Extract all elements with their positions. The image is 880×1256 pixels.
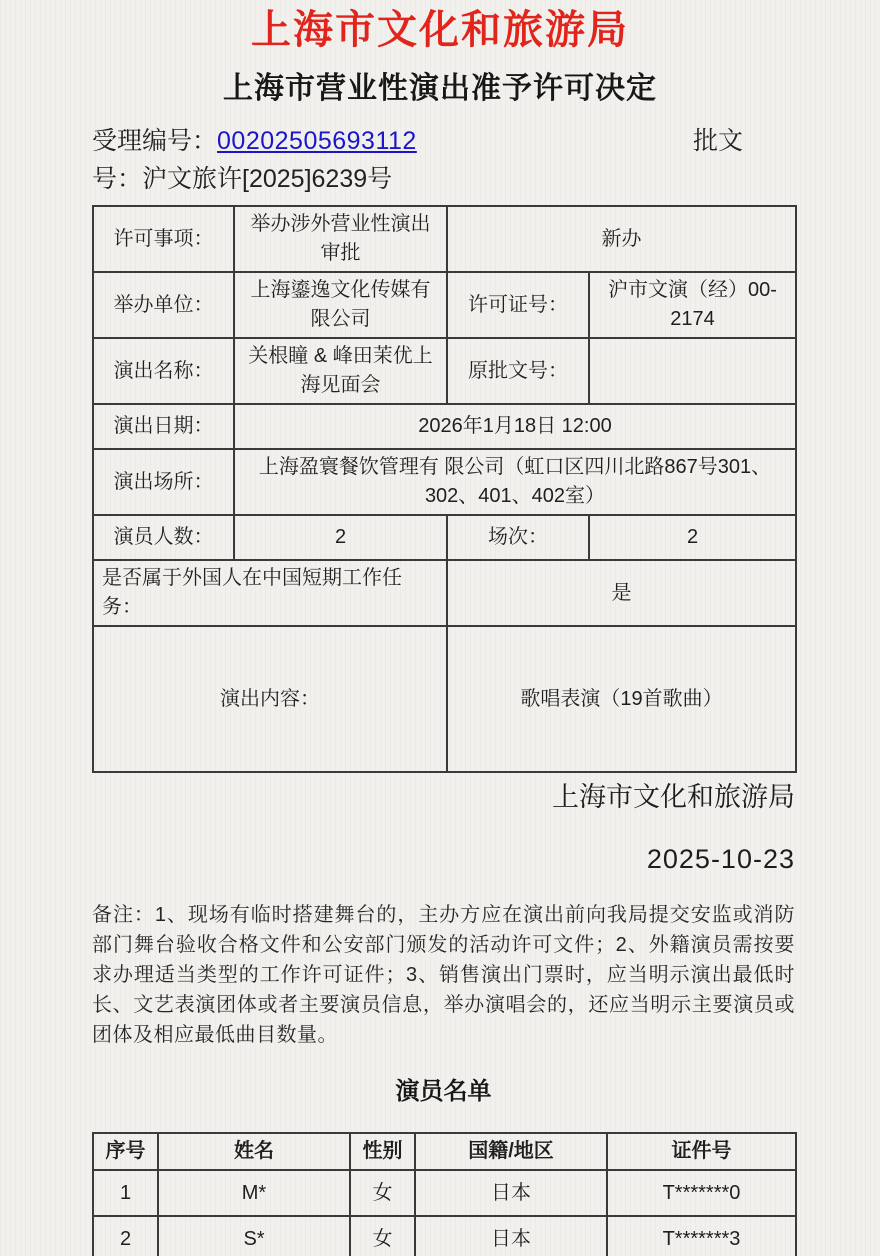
show-date-value: 2026年1月18日 12:00 (234, 404, 796, 449)
license-no-value: 沪市文演（经）00-2174 (589, 272, 796, 338)
roster-row (93, 1216, 796, 1256)
license-item-label: 许可事项： (93, 206, 234, 272)
show-content-label: 演出内容： (93, 626, 447, 772)
doc-title: 上海市营业性演出准予许可决定 (223, 72, 657, 105)
roster-cell-name: S* (158, 1216, 350, 1256)
sessions-label: 场次： (447, 515, 589, 560)
orig-doc-value (589, 338, 796, 404)
roster-header-name: 姓名 (158, 1133, 350, 1170)
roster-header-row (93, 1133, 796, 1170)
orig-doc-label: 原批文号： (447, 338, 589, 404)
organizer-label: 举办单位： (93, 272, 234, 338)
roster-title: 演员名单 (395, 1078, 492, 1105)
roster-cell-no: 1 (93, 1170, 158, 1216)
permit-row-foreign-work (93, 560, 796, 626)
document-body (92, 122, 795, 1256)
roster-header-nationality: 国籍/地区 (415, 1133, 607, 1170)
performer-count-value: 2 (234, 515, 447, 560)
approval-number-value: 沪文旅许[2025]6239号 (142, 165, 393, 193)
roster-table (92, 1132, 797, 1256)
signature-agency: 上海市文化和旅游局 (552, 782, 795, 812)
roster-header-id: 证件号 (607, 1133, 796, 1170)
license-no-label: 许可证号： (447, 272, 589, 338)
permit-row-venue (93, 449, 796, 515)
permit-row-show-date (93, 404, 796, 449)
show-content-value: 歌唱表演（19首歌曲） (447, 626, 796, 772)
acceptance-number-label: 受理编号： (92, 127, 218, 155)
approval-number-label-part1: 批文 (692, 127, 743, 155)
license-item-value: 举办涉外营业性演出审批 (234, 206, 447, 272)
roster-cell-gender: 女 (350, 1216, 415, 1256)
acceptance-number-group (92, 122, 417, 160)
roster-row (93, 1170, 796, 1216)
roster-cell-name: M* (158, 1170, 350, 1216)
roster-cell-gender: 女 (350, 1170, 415, 1216)
signature-date: 2025-10-23 (646, 844, 795, 874)
permit-row-license-item (93, 206, 796, 272)
roster-cell-id: T*******0 (607, 1170, 796, 1216)
roster-cell-no: 2 (93, 1216, 158, 1256)
permit-table (92, 205, 797, 773)
license-item-type: 新办 (447, 206, 796, 272)
signature-block (92, 782, 795, 873)
permit-row-counts (93, 515, 796, 560)
reference-line-1 (92, 122, 795, 160)
permit-row-show-name (93, 338, 796, 404)
performer-count-label: 演员人数： (93, 515, 234, 560)
venue-value: 上海盈寰餐饮管理有 限公司（虹口区四川北路867号301、302、401、402室） (234, 449, 796, 515)
roster-header-no: 序号 (93, 1133, 158, 1170)
approval-number-label-part2: 号： (92, 165, 143, 193)
show-name-label: 演出名称： (93, 338, 234, 404)
reference-line-2 (92, 160, 795, 198)
acceptance-number-link[interactable]: 00202505693112 (217, 127, 417, 155)
permit-row-content (93, 626, 796, 772)
organizer-value: 上海鎏逸文化传媒有限公司 (234, 272, 447, 338)
reference-block (92, 122, 795, 198)
foreign-work-label: 是否属于外国人在中国短期工作任务： (93, 560, 447, 626)
roster-cell-nationality: 日本 (415, 1216, 607, 1256)
show-name-value: 关根瞳 & 峰田茉优上海见面会 (234, 338, 447, 404)
permit-row-organizer (93, 272, 796, 338)
remarks-paragraph: 备注：1、现场有临时搭建舞台的，主办方应在演出前向我局提交安监或消防部门舞台验收合格文件和公安部门颁发的活动许可文件；2、外籍演员需按要求办理适当类型的工作许可证件；3、销售演出门票时，应当明示演出最低时长、文艺表演团体或者主要演员信息，举办演唱会的，还应当明示主要演员或团体及相应最低曲目数量。 (92, 904, 795, 1046)
roster-header-gender: 性别 (350, 1133, 415, 1170)
foreign-work-value: 是 (447, 560, 796, 626)
venue-label: 演出场所： (93, 449, 234, 515)
show-date-label: 演出日期： (93, 404, 234, 449)
roster-cell-nationality: 日本 (415, 1170, 607, 1216)
agency-title: 上海市文化和旅游局 (251, 8, 629, 52)
sessions-value: 2 (589, 515, 796, 560)
roster-cell-id: T*******3 (607, 1216, 796, 1256)
